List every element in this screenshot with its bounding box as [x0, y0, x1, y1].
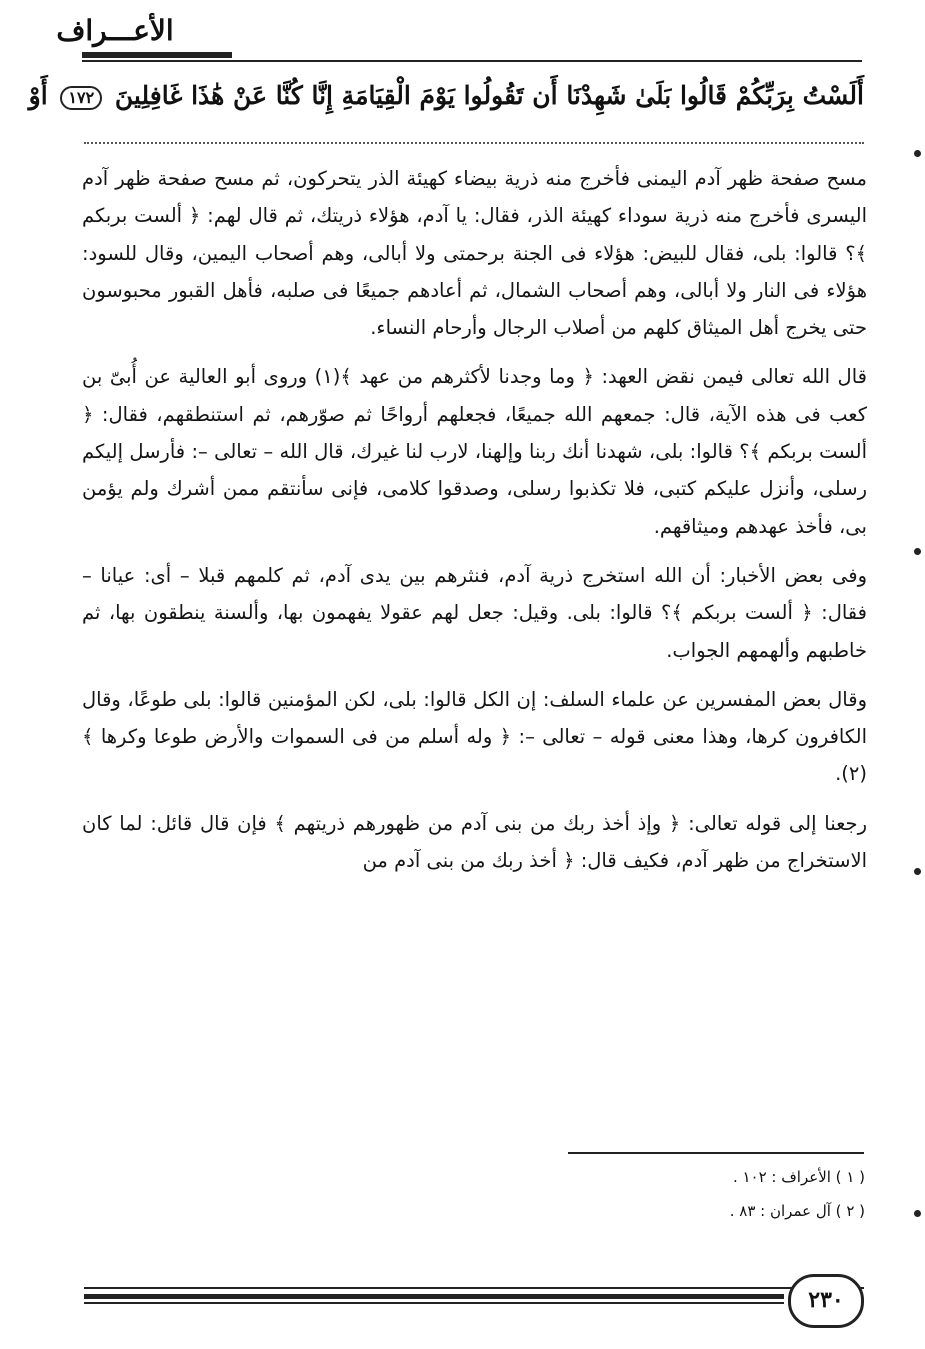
header-rule-thick	[82, 52, 232, 58]
verse-text: أَلَسْتُ بِرَبِّكُمْ قَالُوا بَلَىٰ شَهِدْنَا أَن تَقُولُوا يَوْمَ الْقِيَامَةِ إِنَّا كُنَّا عَنْ هَٰذَا غَافِلِينَ	[114, 81, 864, 110]
paragraph: قال الله تعالى فيمن نقض العهد: ﴿ وما وجدنا لأكثرهم من عهد ﴾(١) وروى أبو العالية عن أُبىّ بن كعب فى هذه الآية، قال: جمعهم الله جميعًا، فجعلهم أرواحًا ثم صوّرهم، ثم استنطقهم، فقال: ﴿ ألست بربكم ﴾؟ قالوا: بلى، شهدنا أنك ربنا وإلهنا، لارب لنا غيرك، قال الله – تعالى –: فأرسل إليكم رسلى، وأنزل عليكم كتبى، فلا تكذبوا رسلى، وصدقوا كلامى، فإنى سأنتقم ممن أشرك ولم يؤمن بى، فأخذ عهدهم وميثاقهم.	[82, 365, 867, 538]
quran-verse-line	[28, 72, 864, 128]
header-rule	[82, 60, 862, 62]
bottom-rule	[84, 1287, 864, 1289]
dotted-divider	[84, 142, 864, 144]
paragraph: وفى بعض الأخبار: أن الله استخرج ذرية آدم، فنثرهم بين يدى آدم، ثم كلمهم قبلا – أى: عيانا – فقال: ﴿ ألست بربكم ﴾؟ قالوا: بلى. وقيل: جعل لهم عقولا يفهمون بها، وألسنة ينطقون بها، ثم خاطبهم وألهمهم الجواب.	[82, 563, 867, 662]
verse-continuation: أَوْ	[28, 81, 48, 110]
paragraph: وقال بعض المفسرين عن علماء السلف: إن الكل قالوا: بلى، لكن المؤمنين قالوا: بلى طوعًا، وقال الكافرون كرها، وهذا معنى قوله – تعالى –: ﴿ وله أسلم من فى السموات والأرض طوعا وكرها ﴾(٢).	[82, 687, 867, 786]
binding-hole	[914, 150, 921, 157]
footnote: ( ٢ ) آل عمران : ٨٣ .	[729, 1202, 865, 1220]
bottom-rule-thick	[84, 1294, 784, 1299]
binding-hole	[914, 1210, 921, 1217]
page-number: ٢٣٠	[788, 1274, 864, 1328]
commentary-body	[82, 160, 867, 891]
paragraph: مسح صفحة ظهر آدم اليمنى فأخرج منه ذرية بيضاء كهيئة الذر يتحركون، ثم مسح صفحة ظهر آدم اليسرى فأخرج منه ذرية سوداء كهيئة الذر، فقال: يا آدم، هؤلاء ذريتك، ثم قال لهم: ﴿ ألست بربكم ﴾؟ قالوا: بلى، فقال للبيض: هؤلاء فى الجنة برحمتى ولا أبالى، وهم أصحاب اليمين، وقال للسود: هؤلاء فى النار ولا أبالى، وهم أصحاب الشمال، ثم أعادهم جميعًا فى صلبه، فأهل القبور محبوسون حتى يخرج أهل الميثاق كلهم من أصلاب الرجال وأرحام النساء.	[82, 167, 867, 340]
surah-title: الأعـــراف	[56, 14, 174, 47]
binding-hole	[914, 868, 921, 875]
verse-number-badge: ١٧٢	[60, 86, 102, 110]
binding-hole	[914, 548, 921, 555]
footnotes	[560, 1160, 865, 1228]
footnote: ( ١ ) الأعراف : ١٠٢ .	[732, 1168, 865, 1186]
bottom-rule-lower	[84, 1302, 784, 1304]
footnote-rule	[568, 1152, 864, 1154]
paragraph: رجعنا إلى قوله تعالى: ﴿ وإذ أخذ ربك من بنى آدم من ظهورهم ذريتهم ﴾ فإن قال قائل: لما كان الاستخراج من ظهر آدم، فكيف قال: ﴿ أخذ ربك من بنى آدم من	[82, 811, 867, 873]
